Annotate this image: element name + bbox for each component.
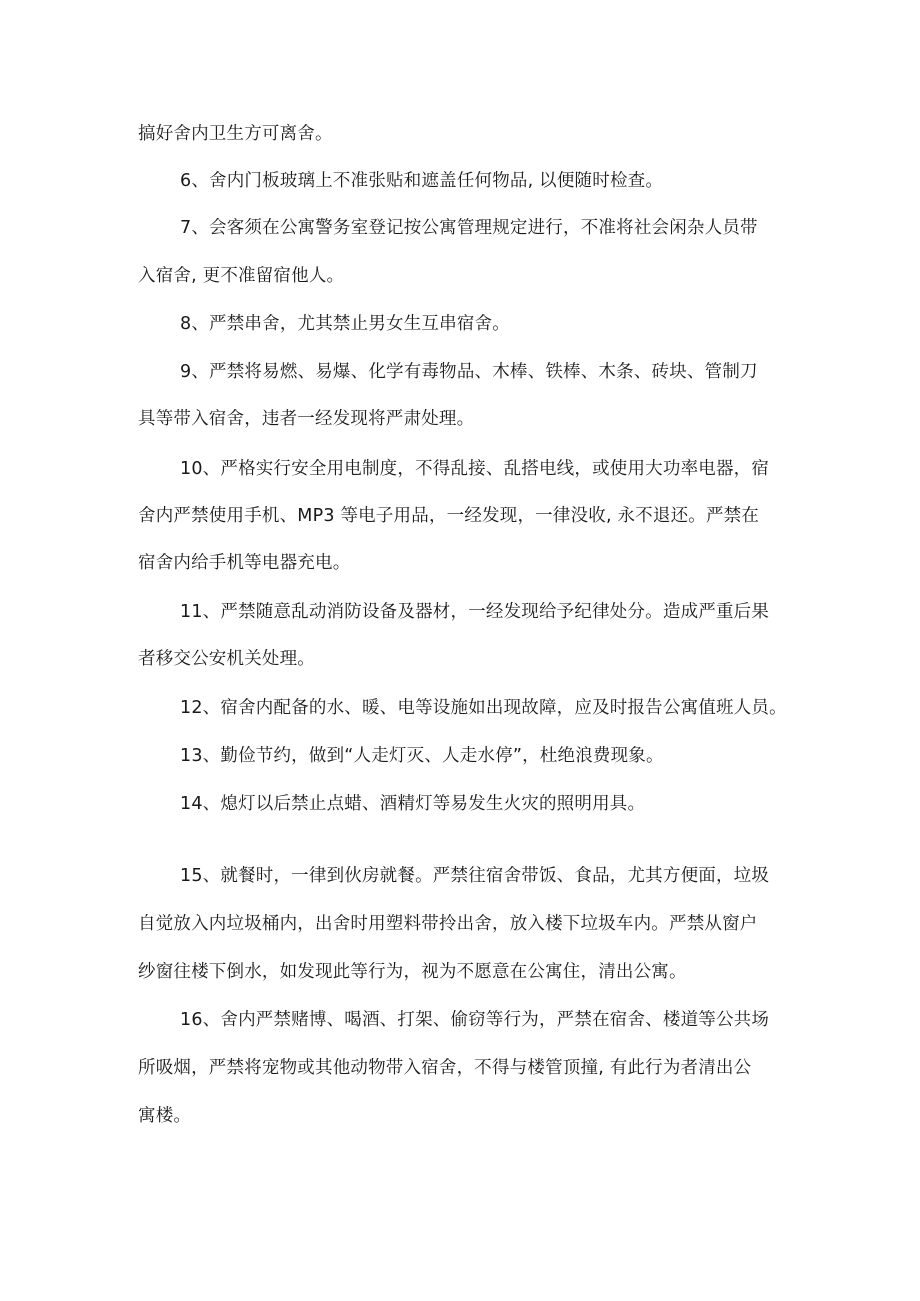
rule-16-line-3: 寓楼。 <box>138 1106 192 1126</box>
rule-16-line-1: 16、舍内严禁赌博、喝酒、打架、偷窃等行为，严禁在宿舍、楼道等公共场 <box>180 1010 770 1030</box>
rule-16-line-2: 所吸烟，严禁将宠物或其他动物带入宿舍，不得与楼管顶撞, 有此行为者清出公 <box>138 1058 752 1078</box>
rule-12: 12、宿舍内配备的水、暖、电等设施如出现故障，应及时报告公寓值班人员。 <box>180 698 787 718</box>
rule-8: 8、严禁串舍，尤其禁止男女生互串宿舍。 <box>180 314 510 334</box>
rule-15-line-2: 自觉放入内垃圾桶内，出舍时用塑料带拎出舍，放入楼下垃圾车内。严禁从窗户 <box>138 914 758 934</box>
text-line-1: 搞好舍内卫生方可离舍。 <box>138 124 333 144</box>
rule-15-line-3: 纱窗往楼下倒水，如发现此等行为，视为不愿意在公寓住，清出公寓。 <box>138 962 687 982</box>
rule-10-line-3: 宿舍内给手机等电器充电。 <box>138 553 351 573</box>
rule-11-line-1: 11、严禁随意乱动消防设备及器材，一经发现给予纪律处分。造成严重后果 <box>180 602 770 622</box>
rule-7-line-1: 7、会客须在公寓警务室登记按公寓管理规定进行，不准将社会闲杂人员带 <box>180 218 758 238</box>
rule-11-line-2: 者移交公安机关处理。 <box>138 649 315 669</box>
rule-6: 6、舍内门板玻璃上不准张贴和遮盖任何物品, 以便随时检查。 <box>180 171 664 191</box>
rule-9-line-2: 具等带入宿舍，违者一经发现将严肃处理。 <box>138 409 475 429</box>
rule-14: 14、熄灯以后禁止点蜡、酒精灯等易发生火灾的照明用具。 <box>180 794 646 814</box>
rule-15-line-1: 15、就餐时，一律到伙房就餐。严禁往宿舍带饭、食品，尤其方便面，垃圾 <box>180 866 770 886</box>
rule-9-line-1: 9、严禁将易燃、易爆、化学有毒物品、木棒、铁棒、木条、砖块、管制刀 <box>180 362 758 382</box>
rule-10-line-2: 舍内严禁使用手机、MP3 等电子用品，一经发现，一律没收, 永不退还。严禁在 <box>138 506 760 526</box>
rule-13: 13、勤俭节约，做到“人走灯灭、人走水停”，杜绝浪费现象。 <box>180 746 664 766</box>
rule-7-line-2: 入宿舍, 更不准留宿他人。 <box>138 266 345 286</box>
rule-10-line-1: 10、严格实行安全用电制度，不得乱接、乱搭电线，或使用大功率电器，宿 <box>180 459 770 479</box>
